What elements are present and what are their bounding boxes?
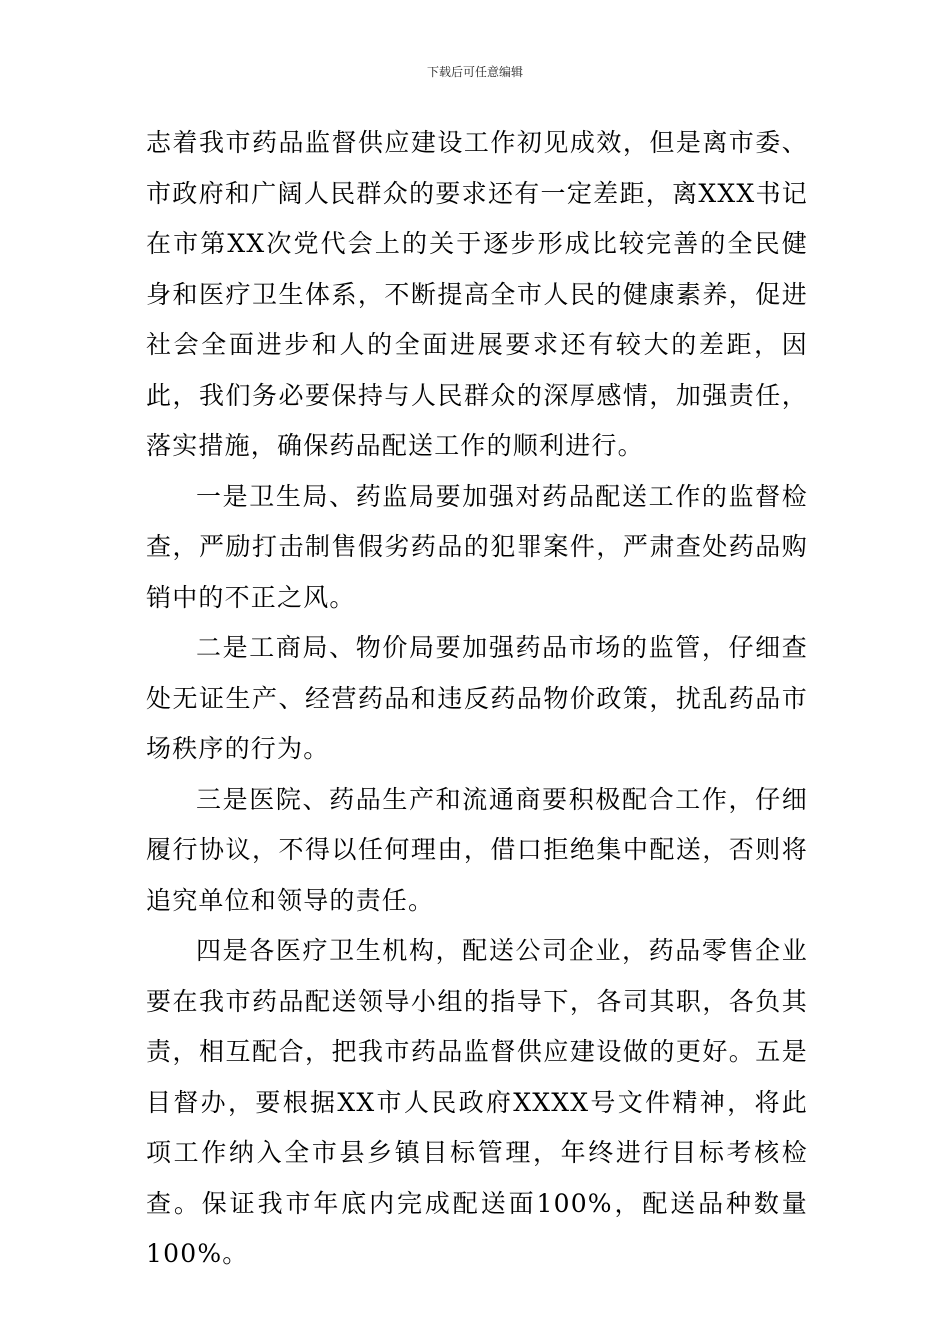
paragraph-item-4: 四是各医疗卫生机构，配送公司企业，药品零售企业要在我市药品配送领导小组的指导下，各司其职，各负其责，相互配合，把我市药品监督供应建设做的更好。五是目督办，要根据XX市人民政府XXXX号文件精神，将此项工作纳入全市县乡镇目标管理，年终进行目标考核检查。保证我市年底内完成配送面100%，配送品种数量100%。 [146, 936, 808, 1268]
page-header: 下载后可任意编辑 [426, 65, 523, 79]
paragraph-item-3: 三是医院、药品生产和流通商要积极配合工作，仔细履行协议，不得以任何理由，借口拒绝集中配送，否则将追究单位和领导的责任。 [146, 784, 808, 915]
document-body [146, 118, 808, 1280]
paragraph-item-2: 二是工商局、物价局要加强药品市场的监管，仔细查处无证生产、经营药品和违反药品物价政策，扰乱药品市场秩序的行为。 [146, 633, 808, 763]
paragraph-item-1: 一是卫生局、药监局要加强对药品配送工作的监督检查，严励打击制售假劣药品的犯罪案件，严肃查处药品购销中的不正之风。 [146, 481, 808, 612]
paragraph-continuation: 志着我市药品监督供应建设工作初见成效，但是离市委、市政府和广阔人民群众的要求还有一定差距，离XXX书记在市第XX次党代会上的关于逐步形成比较完善的全民健身和医疗卫生体系，不断提高全市人民的健康素养，促进社会全面进步和人的全面进展要求还有较大的差距，因此，我们务必要保持与人民群众的深厚感情，加强责任，落实措施，确保药品配送工作的顺利进行。 [146, 128, 808, 460]
